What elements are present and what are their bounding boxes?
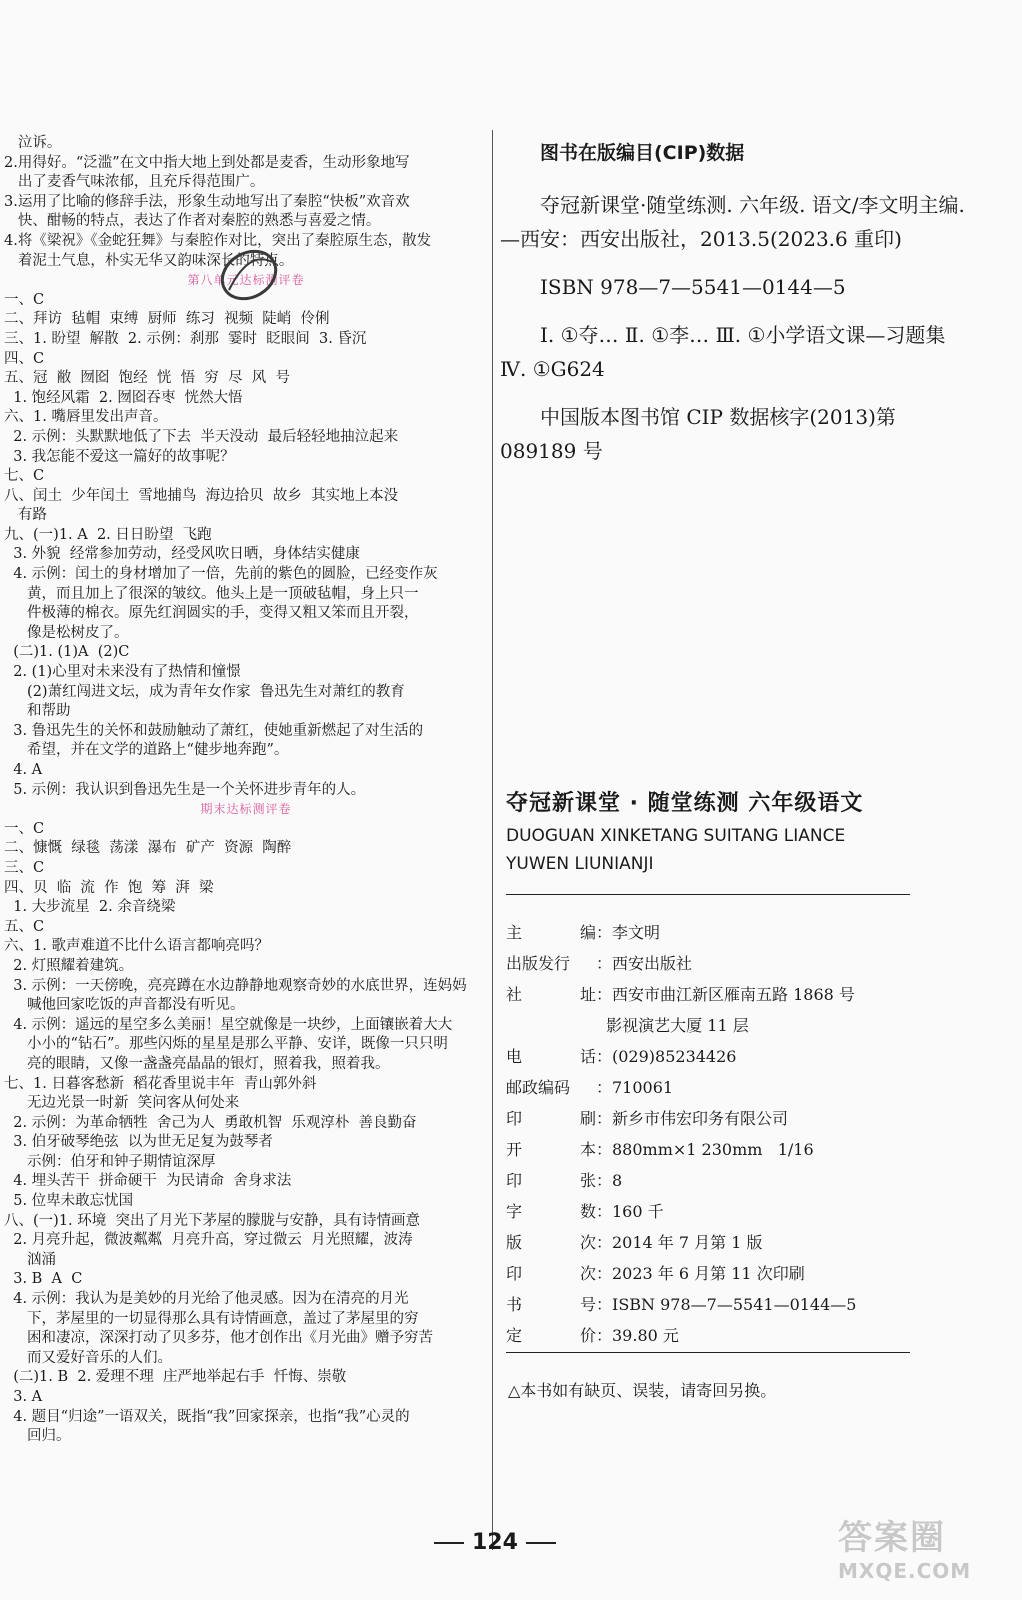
answer-line: 泣诉。: [4, 135, 62, 151]
info-row: [506, 1257, 916, 1288]
answer-column: [4, 134, 488, 1447]
answer-line: 一、C: [4, 820, 45, 837]
info-row: [506, 1288, 916, 1319]
info-label-char: 址: [579, 985, 596, 1004]
answer-line: 黄，而且加上了很深的皱纹。他头上是一顶破毡帽，身上只一: [4, 585, 419, 602]
answer-line: 喊他回家吃饭的声音都没有听见。: [4, 997, 245, 1014]
page-number: [426, 1530, 564, 1555]
answer-line: 无边光景一时新 笑问客从何处来: [4, 1095, 240, 1112]
answer-line: 六、1. 歌声难道不比什么语言都响亮吗？: [4, 938, 269, 955]
answer-line: 回归。: [4, 1428, 71, 1445]
info-row: [506, 1009, 916, 1040]
info-label: [506, 1044, 596, 1067]
answer-line: 4. 示例：闰土的身材增加了一倍，先前的紫色的圆脸，已经变作灰: [4, 566, 438, 583]
info-label: [506, 1261, 596, 1284]
info-row: [506, 1195, 916, 1226]
answer-line: 亮的眼睛，又像一盏盏亮晶晶的银灯，照着我，照着我。: [4, 1055, 390, 1072]
info-label-char: 印: [506, 1171, 523, 1190]
info-value: 影视演艺大厦 11 层: [596, 1016, 749, 1035]
answer-line: 二、拜访 毡帽 束缚 厨师 练习 视频 陡峭 伶俐: [4, 311, 330, 328]
answer-line: 件极薄的棉衣。原先红润圆实的手，变得又粗又笨而且开裂，: [4, 605, 419, 622]
answer-line: 着泥土气息，朴实无华又韵味深长的特点。: [4, 252, 294, 269]
watermark-title: 答案圈: [838, 1518, 946, 1558]
info-label: [506, 1199, 596, 1222]
answer-line: 2. 月亮升起，微波粼粼 月亮升高，穿过微云 月光照耀，波涛: [4, 1232, 413, 1249]
info-label-char: 出版发行: [506, 954, 571, 973]
answer-line: 七、1. 日暮客愁新 稻花香里说丰年 青山郭外斜: [4, 1075, 317, 1092]
cip-isbn: ISBN 978—7—5541—0144—5: [540, 275, 846, 299]
answer-line: 2. 示例：头默默地低了下去 半天没动 最后轻轻地抽泣起来: [4, 428, 399, 445]
answer-line: 汹涌: [4, 1251, 57, 1268]
answer-line: 八、闰土 少年闰土 雪地捕鸟 海边拾贝 故乡 其实地上本没: [4, 487, 399, 504]
info-label: [506, 1230, 596, 1253]
info-row: [506, 1133, 916, 1164]
rule-line: [506, 894, 910, 895]
info-label: [506, 1292, 596, 1315]
answer-line: 像是松树皮了。: [4, 624, 129, 641]
info-label-char: 字: [506, 1202, 523, 1221]
info-value: ：710061: [596, 1078, 674, 1097]
ink-stamp-mark: [214, 240, 284, 310]
answer-line: (2)萧红闯进文坛，成为青年女作家 鲁迅先生对萧红的教育: [4, 683, 405, 700]
info-row: [506, 1071, 916, 1102]
answer-line: 五、C: [4, 918, 45, 935]
info-row: [506, 1319, 916, 1350]
answer-line: 4. 埋头苦干 拼命硬干 为民请命 舍身求法: [4, 1173, 292, 1190]
answer-line: (二)1. B 2. 爱理不理 庄严地举起右手 忏悔、崇敬: [4, 1369, 347, 1386]
section-heading: 第八单元达标测评卷: [187, 273, 305, 288]
info-label-char: 次: [579, 1264, 596, 1283]
info-label-char: 邮政编码: [506, 1078, 571, 1097]
info-row: [506, 1226, 916, 1257]
info-label-char: 印: [506, 1264, 523, 1283]
answer-line: 小小的“钻石”。那些闪烁的星星是那么平静、安详，既像一只只明: [4, 1036, 448, 1053]
book-pinyin: [506, 822, 845, 878]
answer-line: 六、1. 嘴唇里发出声音。: [4, 409, 168, 426]
answer-line: 3. 外貌 经常参加劳动，经受风吹日晒，身体结实健康: [4, 546, 360, 563]
rule-line: [506, 1352, 910, 1353]
cip-record-number: 中国版本图书馆 CIP 数据核字(2013)第089189 号: [500, 405, 896, 463]
answer-line: 三、C: [4, 859, 45, 876]
info-label-char: 数: [579, 1202, 596, 1221]
answer-line: 和帮助: [4, 703, 71, 720]
info-label-char: 书: [506, 1295, 523, 1314]
info-value: ：160 千: [596, 1202, 664, 1221]
info-label-char: 刷: [579, 1109, 596, 1128]
answer-line: 3. A: [4, 1389, 43, 1405]
info-label-char: 印: [506, 1109, 523, 1128]
answer-line: 1. 饱经风霜 2. 囫囵吞枣 恍然大悟: [4, 389, 243, 406]
info-label-char: 社: [506, 985, 523, 1004]
answer-line: 5. 位卑未敢忘忧国: [4, 1193, 134, 1210]
info-value: ：李文明: [596, 923, 661, 942]
answer-line: 2.用得好。“泛滥”在文中指大地上到处都是麦香，生动形象地写: [4, 154, 410, 171]
page-number-text: 124: [472, 1530, 518, 1555]
info-label-char: 电: [506, 1047, 523, 1066]
answer-line: 示例：伯牙和钟子期情谊深厚: [4, 1153, 216, 1170]
info-label-char: 次: [579, 1233, 596, 1252]
answer-line: 2. 灯照耀着建筑。: [4, 957, 134, 974]
answer-line: 5. 示例：我认识到鲁迅先生是一个关怀进步青年的人。: [4, 781, 366, 798]
watermark-logo: [838, 1510, 998, 1590]
info-value: ：西安出版社: [596, 954, 693, 973]
info-row: [506, 916, 916, 947]
book-title: 夺冠新课堂 · 随堂练测 六年级语文: [506, 791, 864, 816]
cip-body: [500, 188, 972, 482]
info-row: [506, 978, 916, 1009]
info-row: [506, 947, 916, 978]
answer-line: 3.运用了比喻的修辞手法，形象生动地写出了秦腔“快板”欢音欢: [4, 193, 410, 210]
info-value: ：ISBN 978—7—5541—0144—5: [596, 1295, 857, 1314]
answer-line: 困和凄凉，深深打动了贝多芬，他才创作出《月光曲》赠予穷苦: [4, 1330, 434, 1347]
answer-line: 四、C: [4, 350, 45, 367]
answer-line: 五、冠 敝 囫囵 饱经 恍 悟 穷 尽 风 号: [4, 370, 290, 387]
answer-line: 三、1. 盼望 解散 2. 示例：刹那 霎时 眨眼间 3. 昏沉: [4, 330, 367, 347]
info-value: ：2023 年 6 月第 11 次印刷: [596, 1264, 805, 1283]
answer-line: (二)1. (1)A (2)C: [4, 644, 130, 661]
answer-line: 一、C: [4, 291, 45, 308]
answer-line: 4.将《梁祝》《金蛇狂舞》与秦腔作对比，突出了秦腔原生态，散发: [4, 232, 432, 249]
answer-line: 1. 大步流星 2. 余音绕梁: [4, 899, 176, 916]
answer-line: 3. 我怎能不爱这一篇好的故事呢？: [4, 448, 235, 465]
answer-line: 下，茅屋里的一切显得那么具有诗情画意，盖过了茅屋里的穷: [4, 1310, 419, 1327]
answer-line: 而又爱好音乐的人们。: [4, 1349, 173, 1366]
answer-line: 2. 示例：为革命牺牲 舍己为人 勇敢机智 乐观淳朴 善良勤奋: [4, 1114, 417, 1131]
answer-line: 3. 伯牙破琴绝弦 以为世无足复为鼓琴者: [4, 1134, 273, 1151]
info-label: [506, 1323, 596, 1346]
answer-line: 快、酣畅的特点，表达了作者对秦腔的熟悉与喜爱之情。: [4, 213, 381, 230]
info-value: ：8: [596, 1171, 623, 1190]
page-dash: [434, 1542, 464, 1544]
answer-line: 2. (1)心里对未来没有了热情和憧憬: [4, 664, 241, 681]
info-label-char: 版: [506, 1233, 523, 1252]
answer-line: 希望，并在文学的道路上“健步地奔跑”。: [4, 742, 289, 759]
info-row: [506, 1102, 916, 1133]
answer-line: 八、(一)1. 环境 突出了月光下茅屋的朦胧与安静，具有诗情画意: [4, 1212, 420, 1229]
pinyin-line-2: YUWEN LIUNIANJI: [506, 854, 654, 874]
info-value: ：39.80 元: [596, 1326, 679, 1345]
page-dash: [526, 1542, 556, 1544]
answer-line: 七、C: [4, 468, 45, 485]
answer-line: 4. 示例：我认为是美妙的月光给了他灵感。因为在清亮的月光: [4, 1291, 409, 1308]
info-label-char: 号: [579, 1295, 596, 1314]
watermark-url: MXQE.COM: [838, 1559, 972, 1583]
info-label: [506, 920, 596, 943]
info-label-char: 本: [579, 1140, 596, 1159]
answer-line: 二、慷慨 绿毯 荡漾 瀑布 矿产 资源 陶醉: [4, 840, 292, 857]
answer-line: 3. B A C: [4, 1271, 83, 1288]
info-value: ：880mm×1 230mm 1/16: [596, 1140, 814, 1159]
info-label: [506, 982, 596, 1005]
info-label: [506, 1106, 596, 1129]
answer-line: 出了麦香气味浓郁，且充斥得范围广。: [4, 174, 265, 191]
answer-line: 3. 示例：一天傍晚，亮亮蹲在水边静静地观察奇妙的水底世界，连妈妈: [4, 977, 467, 994]
info-value: ：西安市曲江新区雁南五路 1868 号: [596, 985, 855, 1004]
cip-classification: Ⅰ. ①夺… Ⅱ. ①李… Ⅲ. ①小学语文课—习题集 Ⅳ. ①G624: [500, 323, 946, 381]
cip-paragraph: 夺冠新课堂·随堂练测. 六年级. 语文/李文明主编. —西安：西安出版社，2013.5(2023.6 重印): [500, 193, 965, 251]
info-label-char: 张: [579, 1171, 596, 1190]
info-label-char: 编: [579, 923, 596, 942]
notice-text: △本书如有缺页、误装，请寄回另换。: [508, 1381, 777, 1400]
info-label-char: 主: [506, 923, 523, 942]
answer-line: 3. 鲁迅先生的关怀和鼓励触动了萧红，使她重新燃起了对生活的: [4, 722, 424, 739]
answer-line: 四、贝 临 流 作 饱 筹 湃 梁: [4, 879, 214, 896]
answer-line: 4. A: [4, 762, 43, 778]
info-value: ：(029)85234426: [596, 1047, 737, 1066]
answer-line: 有路: [4, 507, 47, 524]
answer-line: 4. 题目“归途”一语双关，既指“我”回家探亲，也指“我”心灵的: [4, 1408, 410, 1425]
info-label: [506, 1075, 596, 1098]
info-label: [506, 1168, 596, 1191]
info-label: [506, 951, 596, 974]
info-label: [506, 1137, 596, 1160]
pinyin-line-1: DUOGUAN XINKETANG SUITANG LIANCE: [506, 826, 846, 846]
section-heading: 期末达标测评卷: [200, 802, 292, 817]
answer-line: 4. 示例：遥远的星空多么美丽！星空就像是一块纱，上面镶嵌着大大: [4, 1016, 453, 1033]
cip-title: 图书在版编目(CIP)数据: [540, 142, 745, 164]
info-value: ：新乡市伟宏印务有限公司: [596, 1109, 789, 1128]
info-value: ：2014 年 7 月第 1 版: [596, 1233, 763, 1252]
info-label-char: 定: [506, 1326, 523, 1345]
publication-info: [506, 916, 916, 1350]
info-label-char: 价: [579, 1326, 596, 1345]
column-divider: [492, 130, 493, 1550]
info-label-char: 开: [506, 1140, 523, 1159]
answer-line: 九、(一)1. A 2. 日日盼望 飞跑: [4, 526, 212, 543]
info-row: [506, 1040, 916, 1071]
info-label-char: 话: [579, 1047, 596, 1066]
info-row: [506, 1164, 916, 1195]
